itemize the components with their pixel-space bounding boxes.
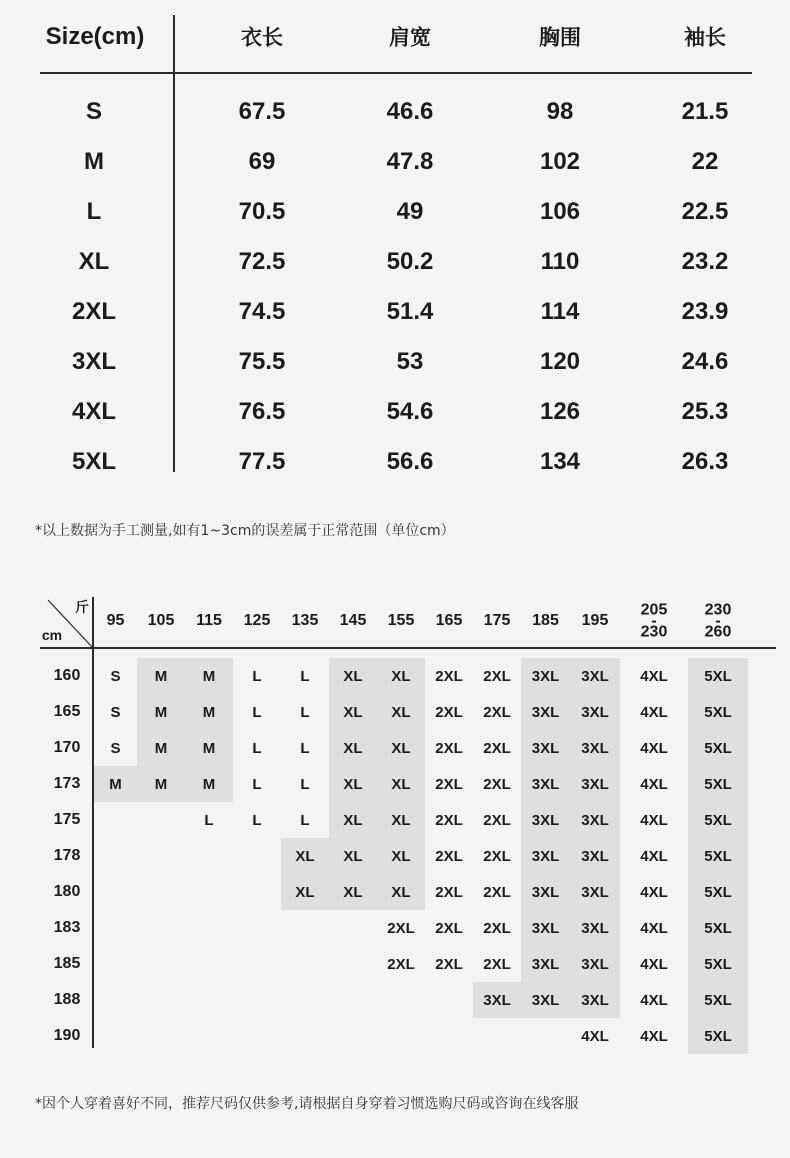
measurement-value: 74.5 — [238, 298, 286, 325]
measurement-value: 120 — [539, 348, 581, 375]
height-row — [0, 658, 790, 694]
height-row-label: 180 — [53, 883, 81, 900]
size-row — [0, 237, 790, 287]
corner-header-cell — [0, 590, 94, 652]
measurement-value: 72.5 — [238, 248, 286, 275]
empty-cell — [329, 1018, 377, 1054]
empty-cell — [425, 982, 473, 1018]
measurement-value: 24.6 — [681, 348, 729, 375]
recommended-size-cell: XL — [329, 694, 377, 730]
recommended-size-cell: M — [185, 694, 233, 730]
recommended-size-cell: M — [185, 766, 233, 802]
recommended-size-cell: M — [94, 766, 137, 802]
measurement-value: 54.6 — [386, 398, 434, 425]
empty-cell — [185, 838, 233, 874]
recommended-size-cell: 3XL — [570, 946, 620, 982]
height-row-label: 178 — [53, 847, 81, 864]
height-row-label: 160 — [53, 667, 81, 684]
recommended-size-cell: L — [252, 775, 262, 793]
measurement-value: 110 — [540, 248, 580, 275]
height-row — [0, 730, 790, 766]
empty-cell — [94, 802, 137, 838]
empty-cell — [233, 838, 281, 874]
measurement-value: 98 — [546, 98, 574, 125]
recommended-size-cell: 2XL — [483, 739, 511, 757]
size-label: XL — [78, 248, 110, 275]
recommended-size-cell: XL — [329, 874, 377, 910]
height-row — [0, 982, 790, 1018]
size-label: L — [86, 198, 102, 225]
recommended-size-cell: L — [300, 811, 310, 829]
recommended-size-cell: 3XL — [521, 838, 570, 874]
size-column-divider — [173, 15, 175, 472]
empty-cell — [94, 946, 137, 982]
size-label: S — [85, 98, 103, 125]
size-row — [0, 337, 790, 387]
weight-column-header: 135 — [291, 612, 319, 629]
height-row-label: 190 — [53, 1027, 81, 1044]
size-column-header: Size(cm) — [45, 23, 145, 50]
empty-cell — [281, 910, 329, 946]
height-row-label: 175 — [53, 811, 81, 828]
recommended-size-cell: S — [110, 667, 121, 685]
recommended-size-cell: 3XL — [521, 946, 570, 982]
size-measurement-table — [0, 0, 790, 490]
size-row — [0, 137, 790, 187]
weight-column-header: 115 — [196, 612, 222, 629]
height-row — [0, 802, 790, 838]
empty-cell — [137, 1018, 185, 1054]
recommended-size-cell: XL — [377, 802, 425, 838]
recommended-size-cell: 2XL — [435, 883, 463, 901]
recommended-size-cell: 3XL — [570, 910, 620, 946]
recommended-size-cell: 3XL — [570, 658, 620, 694]
weight-column-header: 145 — [339, 612, 367, 629]
size-label: M — [84, 148, 104, 175]
recommended-size-cell: M — [137, 730, 185, 766]
height-row — [0, 1018, 790, 1054]
size-row — [0, 387, 790, 437]
recommended-size-cell: 3XL — [570, 766, 620, 802]
recommended-size-cell: 2XL — [387, 955, 415, 973]
recommended-size-cell: 3XL — [521, 766, 570, 802]
recommended-size-cell: 2XL — [435, 847, 463, 865]
recommended-size-cell: XL — [377, 658, 425, 694]
measurement-value: 67.5 — [238, 98, 286, 125]
measurement-value: 51.4 — [386, 298, 434, 325]
recommended-size-cell: XL — [329, 766, 377, 802]
recommended-size-cell: S — [110, 739, 121, 757]
recommended-size-cell: L — [300, 667, 310, 685]
recommended-size-cell: 5XL — [688, 838, 748, 874]
recommended-size-cell: 3XL — [521, 730, 570, 766]
recommended-size-cell: 5XL — [688, 658, 748, 694]
empty-cell — [94, 982, 137, 1018]
measurement-value: 49 — [396, 198, 424, 225]
recommended-size-cell: 4XL — [640, 1027, 668, 1045]
empty-cell — [233, 946, 281, 982]
empty-cell — [185, 874, 233, 910]
height-row-label: 170 — [53, 739, 81, 756]
empty-cell — [137, 874, 185, 910]
empty-cell — [185, 1018, 233, 1054]
recommended-size-cell: 3XL — [570, 730, 620, 766]
recommended-size-cell: 3XL — [521, 982, 570, 1018]
measurement-value: 23.9 — [681, 298, 729, 325]
measurement-value: 77.5 — [238, 448, 286, 475]
recommended-size-cell: 2XL — [483, 883, 511, 901]
measurement-value: 114 — [540, 298, 580, 325]
recommended-size-cell: 2XL — [483, 847, 511, 865]
empty-cell — [233, 982, 281, 1018]
recommended-size-cell: 3XL — [570, 802, 620, 838]
measurement-value: 26.3 — [681, 448, 729, 475]
measurement-value: 22 — [691, 148, 719, 175]
empty-cell — [377, 982, 425, 1018]
recommended-size-cell: XL — [377, 730, 425, 766]
recommended-size-cell: 2XL — [435, 811, 463, 829]
recommended-size-cell: 4XL — [640, 811, 668, 829]
recommended-size-cell: M — [137, 694, 185, 730]
measurement-value: 76.5 — [238, 398, 286, 425]
recommended-size-cell: 2XL — [483, 811, 511, 829]
empty-cell — [185, 982, 233, 1018]
empty-cell — [137, 982, 185, 1018]
measurement-value: 70.5 — [238, 198, 286, 225]
recommended-size-cell: 4XL — [581, 1027, 609, 1045]
height-row — [0, 694, 790, 730]
size-label: 2XL — [71, 298, 117, 325]
recommended-size-cell: 2XL — [483, 775, 511, 793]
weight-unit-label: 斤 — [75, 599, 89, 615]
weight-column-header: 165 — [435, 612, 463, 629]
recommended-size-cell: 5XL — [688, 1018, 748, 1054]
recommended-size-cell: L — [252, 703, 262, 721]
empty-cell — [233, 874, 281, 910]
recommended-size-cell: 5XL — [688, 982, 748, 1018]
recommended-size-cell: 4XL — [640, 919, 668, 937]
measurement-column-header: 肩宽 — [389, 26, 431, 50]
size-label: 4XL — [71, 398, 117, 425]
size-recommendation-table — [0, 590, 790, 1065]
empty-cell — [281, 982, 329, 1018]
recommended-size-cell: XL — [281, 874, 329, 910]
empty-cell — [377, 1018, 425, 1054]
recommended-size-cell: 3XL — [521, 874, 570, 910]
empty-cell — [137, 838, 185, 874]
recommended-size-cell: M — [185, 658, 233, 694]
recommended-size-cell: 4XL — [640, 991, 668, 1009]
recommended-size-cell: M — [137, 766, 185, 802]
recommended-size-cell: 2XL — [435, 703, 463, 721]
recommended-size-cell: 2XL — [483, 955, 511, 973]
height-row — [0, 946, 790, 982]
size-row — [0, 87, 790, 137]
recommended-size-cell: L — [252, 667, 262, 685]
recommended-size-cell: 3XL — [521, 694, 570, 730]
empty-cell — [94, 838, 137, 874]
recommended-size-cell: 3XL — [473, 982, 521, 1018]
recommended-size-cell: 4XL — [640, 667, 668, 685]
weight-column-header: 95 — [106, 612, 125, 629]
fit-recommendation-note: *因个人穿着喜好不同，推荐尺码仅供参考,请根据自身穿着习惯选购尺码或咨询在线客服 — [35, 1096, 579, 1112]
measurement-value: 75.5 — [238, 348, 286, 375]
recommended-size-cell: 4XL — [640, 775, 668, 793]
weight-column-header: 125 — [243, 612, 271, 629]
recommended-size-cell: L — [252, 739, 262, 757]
height-row-label: 183 — [53, 919, 81, 936]
recommended-size-cell: 4XL — [640, 847, 668, 865]
empty-cell — [137, 946, 185, 982]
measurement-value: 56.6 — [386, 448, 434, 475]
recommended-size-cell: 3XL — [521, 658, 570, 694]
recommended-size-cell: 2XL — [483, 919, 511, 937]
height-row-label: 188 — [53, 991, 81, 1008]
measurement-column-header: 袖长 — [684, 26, 726, 50]
recommended-size-cell: 2XL — [387, 919, 415, 937]
weight-column-header: 105 — [147, 612, 175, 629]
size-row — [0, 187, 790, 237]
recommended-size-cell: XL — [377, 874, 425, 910]
measurement-value: 126 — [539, 398, 581, 425]
recommended-size-cell: 3XL — [570, 982, 620, 1018]
height-unit-label: cm — [41, 627, 63, 643]
recommended-size-cell: 3XL — [570, 838, 620, 874]
height-row — [0, 910, 790, 946]
measurement-value: 50.2 — [386, 248, 434, 275]
measurement-value: 134 — [539, 448, 581, 475]
recommended-size-cell: 2XL — [483, 667, 511, 685]
measurement-column-header: 胸围 — [539, 26, 581, 50]
recommended-size-cell: L — [204, 811, 214, 829]
recommended-size-cell: M — [185, 730, 233, 766]
recommended-size-cell: 5XL — [688, 910, 748, 946]
weight-column-header: 175 — [483, 612, 511, 629]
measurement-value: 53 — [396, 348, 424, 375]
recommended-size-cell: 2XL — [435, 667, 463, 685]
empty-cell — [137, 910, 185, 946]
recommended-size-cell: 5XL — [688, 694, 748, 730]
height-row — [0, 766, 790, 802]
recommended-size-cell: XL — [281, 838, 329, 874]
empty-cell — [425, 1018, 473, 1054]
size-label: 3XL — [71, 348, 117, 375]
size-label: 5XL — [71, 448, 117, 475]
measurement-note: *以上数据为手工测量,如有1~3cm的误差属于正常范围（单位cm） — [35, 523, 455, 539]
size-table-header-row — [0, 0, 790, 74]
empty-cell — [329, 982, 377, 1018]
measurement-value: 22.5 — [681, 198, 729, 225]
size-row — [0, 437, 790, 487]
measurement-column-header: 衣长 — [241, 26, 283, 50]
height-row — [0, 838, 790, 874]
empty-cell — [94, 1018, 137, 1054]
empty-cell — [94, 874, 137, 910]
recommended-size-cell: XL — [377, 766, 425, 802]
height-row-label: 165 — [53, 703, 81, 720]
recommended-size-cell: 3XL — [570, 874, 620, 910]
height-row-label: 185 — [53, 955, 81, 972]
empty-cell — [233, 910, 281, 946]
recommended-size-cell: 5XL — [688, 802, 748, 838]
empty-cell — [94, 910, 137, 946]
empty-cell — [329, 910, 377, 946]
weight-column-header: 185 — [532, 612, 559, 629]
recommended-size-cell: 5XL — [688, 766, 748, 802]
recommended-size-cell: XL — [377, 838, 425, 874]
empty-cell — [521, 1018, 570, 1054]
recommended-size-cell: XL — [329, 730, 377, 766]
empty-cell — [233, 1018, 281, 1054]
recommended-size-cell: 2XL — [483, 703, 511, 721]
measurement-value: 21.5 — [681, 98, 729, 125]
measurement-value: 106 — [539, 198, 581, 225]
measurement-value: 102 — [539, 148, 581, 175]
empty-cell — [185, 910, 233, 946]
recommended-size-cell: XL — [329, 838, 377, 874]
measurement-value: 25.3 — [681, 398, 729, 425]
empty-cell — [281, 946, 329, 982]
empty-cell — [185, 946, 233, 982]
recommended-size-cell: 2XL — [435, 919, 463, 937]
height-row — [0, 874, 790, 910]
height-column-divider — [92, 597, 94, 1048]
recommended-size-cell: L — [300, 703, 310, 721]
weight-header-divider — [40, 647, 776, 649]
header-row-divider — [40, 72, 752, 74]
recommended-size-cell: 2XL — [435, 955, 463, 973]
weight-column-header: 230 - 260 — [704, 601, 732, 641]
measurement-value: 47.8 — [386, 148, 434, 175]
empty-cell — [329, 946, 377, 982]
empty-cell — [473, 1018, 521, 1054]
recommended-size-cell: 5XL — [688, 874, 748, 910]
recommended-size-cell: 3XL — [521, 802, 570, 838]
measurement-value: 46.6 — [386, 98, 434, 125]
weight-column-header: 155 — [387, 612, 415, 629]
recommended-size-cell: 5XL — [688, 730, 748, 766]
weight-column-header: 205 - 230 — [640, 601, 668, 641]
recommended-size-cell: 4XL — [640, 883, 668, 901]
empty-cell — [137, 802, 185, 838]
recommended-size-cell: 3XL — [570, 694, 620, 730]
empty-cell — [281, 1018, 329, 1054]
weight-column-header: 195 — [581, 612, 609, 629]
recommended-size-cell: XL — [329, 658, 377, 694]
recommended-size-cell: L — [300, 775, 310, 793]
recommended-size-cell: 5XL — [688, 946, 748, 982]
recommended-size-cell: XL — [377, 694, 425, 730]
weight-header-row — [0, 590, 790, 652]
recommended-size-cell: 4XL — [640, 739, 668, 757]
recommended-size-cell: 3XL — [521, 910, 570, 946]
measurement-value: 69 — [248, 148, 276, 175]
recommended-size-cell: 2XL — [435, 775, 463, 793]
recommended-size-cell: S — [110, 703, 121, 721]
recommended-size-cell: 2XL — [435, 739, 463, 757]
height-row-label: 173 — [53, 775, 81, 792]
recommended-size-cell: 4XL — [640, 955, 668, 973]
recommended-size-cell: M — [137, 658, 185, 694]
measurement-value: 23.2 — [681, 248, 729, 275]
size-row — [0, 287, 790, 337]
recommended-size-cell: L — [252, 811, 262, 829]
recommended-size-cell: 4XL — [640, 703, 668, 721]
recommended-size-cell: XL — [329, 802, 377, 838]
recommended-size-cell: L — [300, 739, 310, 757]
